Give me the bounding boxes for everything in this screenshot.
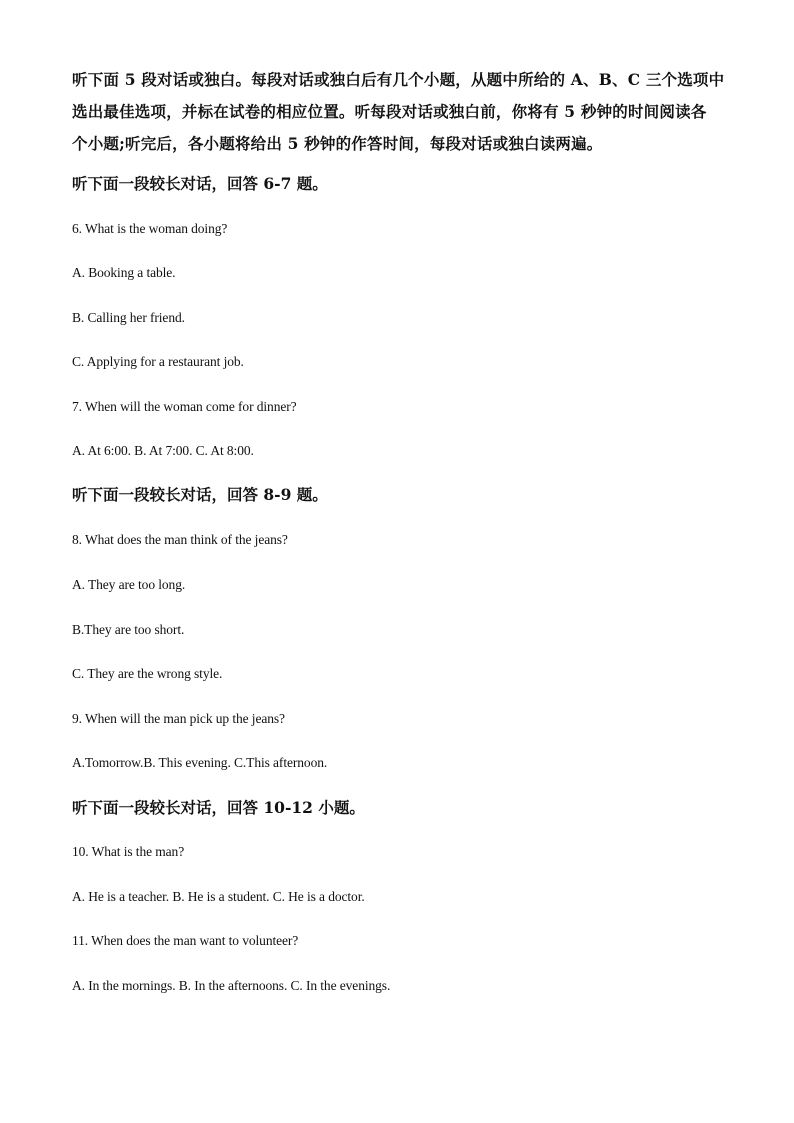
question-6-option-a: A. Booking a table. bbox=[72, 265, 176, 280]
question-10-options: A. He is a teacher. B. He is a student. C. He is a doctor. bbox=[72, 889, 365, 904]
question-8-option-a: A. They are too long. bbox=[72, 577, 186, 592]
instructions-line: 选出最佳选项，并标在试卷的相应位置。听每段对话或独白前，你将有 5 秒钟的时间阅读各 bbox=[72, 102, 707, 121]
question-8: 8. What does the man think of the jeans? bbox=[72, 532, 288, 547]
question-7-options: A. At 6:00. B. At 7:00. C. At 8:00. bbox=[72, 443, 254, 458]
instructions-line: 听下面 5 段对话或独白。每段对话或独白后有几个小题，从题中所给的 A、B、C 三个选项中 bbox=[72, 70, 725, 89]
instructions-line: 个小题;听完后，各小题将给出 5 秒钟的作答时间，每段对话或独白读两遍。 bbox=[72, 134, 603, 153]
question-6: 6. What is the woman doing? bbox=[72, 221, 228, 236]
instructions-paragraph bbox=[72, 64, 732, 160]
section-heading-6-7: 听下面一段较长对话，回答 6-7 题。 bbox=[72, 174, 328, 193]
question-11-options: A. In the mornings. B. In the afternoons. C. In the evenings. bbox=[72, 978, 391, 993]
question-6-option-c: C. Applying for a restaurant job. bbox=[72, 354, 244, 369]
section-heading-8-9: 听下面一段较长对话，回答 8-9 题。 bbox=[72, 485, 328, 504]
section-heading-10-12: 听下面一段较长对话，回答 10-12 小题。 bbox=[72, 798, 365, 817]
question-8-option-c: C. They are the wrong style. bbox=[72, 666, 223, 681]
question-9: 9. When will the man pick up the jeans? bbox=[72, 711, 285, 726]
question-11: 11. When does the man want to volunteer? bbox=[72, 933, 299, 948]
question-7: 7. When will the woman come for dinner? bbox=[72, 399, 297, 414]
question-6-option-b: B. Calling her friend. bbox=[72, 310, 185, 325]
question-10: 10. What is the man? bbox=[72, 844, 185, 859]
question-8-option-b: B.They are too short. bbox=[72, 622, 185, 637]
question-9-options: A.Tomorrow.B. This evening. C.This afternoon. bbox=[72, 755, 328, 770]
